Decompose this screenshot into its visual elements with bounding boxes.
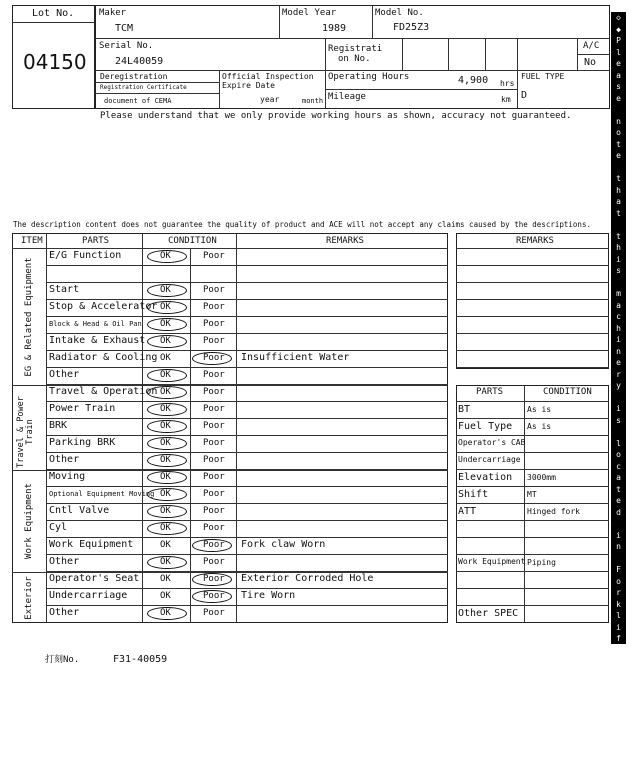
side-note-char: d [611, 507, 626, 519]
spec-row-divider [456, 486, 609, 487]
row-part-label: Cntl Valve [49, 506, 109, 516]
remark-line [456, 299, 609, 300]
row-part-label: Radiator & Cooling [49, 353, 157, 363]
spec-part: Fuel Type [458, 422, 512, 432]
row-remark: Fork claw Worn [241, 540, 325, 550]
spec-condition: MT [527, 491, 537, 499]
side-note-char: l [611, 47, 626, 59]
condition-circle-mark [147, 386, 187, 399]
side-note-char: n [611, 116, 626, 128]
side-note-char: h [611, 242, 626, 254]
side-note-char: n [611, 346, 626, 358]
spec-part: Other SPEC [458, 609, 518, 619]
side-note-char: e [611, 495, 626, 507]
spec-row-divider [456, 452, 609, 453]
ok-option[interactable]: OK [160, 371, 171, 380]
side-note-char: s [611, 81, 626, 93]
col-condition: CONDITION [168, 237, 217, 246]
condition-circle-mark [192, 573, 232, 586]
operating-hours-value: 4,900 [458, 76, 488, 86]
cema-document-label: document of CEMA [104, 98, 171, 105]
ok-option[interactable]: OK [160, 439, 171, 448]
row-part-label: Intake & Exhaust [49, 336, 145, 346]
condition-circle-mark [147, 556, 187, 569]
side-note-char: s [611, 265, 626, 277]
row-part-label: Parking BRK [49, 438, 115, 448]
side-note-char: a [611, 196, 626, 208]
remark-line [456, 367, 609, 368]
ok-option[interactable]: OK [160, 320, 171, 329]
condition-circle-mark [192, 539, 232, 552]
spec-row-divider [456, 435, 609, 436]
spec-row-divider [456, 554, 609, 555]
spec-row-divider [456, 503, 609, 504]
side-note-char: i [611, 403, 626, 415]
ok-option[interactable]: OK [160, 575, 171, 584]
side-note-char: n [611, 541, 626, 553]
side-note-char: g [611, 737, 626, 749]
row-divider [46, 520, 448, 521]
condition-circle-mark [192, 590, 232, 603]
model-no-label: Model No. [375, 9, 424, 18]
remark-line [456, 316, 609, 317]
side-note-char: P [611, 35, 626, 47]
side-note-char [611, 426, 626, 438]
spec-part: Elevation [458, 473, 512, 483]
row-part-label: Optional Equipment Moving [49, 491, 154, 498]
spec-condition-label: CONDITION [543, 388, 592, 397]
side-note-char: t [611, 484, 626, 496]
serial-no-value: 24L40059 [115, 57, 163, 67]
spec-part: ATT [458, 507, 476, 517]
condition-circle-mark [147, 284, 187, 297]
row-part-label: E/G Function [49, 251, 121, 261]
ac-label: A/C [583, 42, 599, 51]
row-part-label: BRK [49, 421, 67, 431]
km-label: km [501, 96, 511, 104]
row-part-label: Other [49, 557, 79, 567]
side-note-char: r [611, 587, 626, 599]
row-part-label: Other [49, 370, 79, 380]
stamp-value: F31-40059 [113, 655, 167, 665]
condition-circle-mark [147, 335, 187, 348]
side-note-char: c [611, 311, 626, 323]
ok-option[interactable]: OK [160, 286, 171, 295]
poor-option[interactable]: Poor [203, 354, 225, 363]
poor-option[interactable]: Poor [203, 286, 225, 295]
condition-circle-mark [147, 369, 187, 382]
side-note-char: m [611, 288, 626, 300]
spec-part: Work Equipment [458, 558, 525, 566]
side-note-char: i [611, 714, 626, 726]
ok-option[interactable]: OK [160, 558, 171, 567]
notice-text: Please understand that we only provide working hours as shown, accuracy not guaranteed. [100, 112, 571, 121]
poor-option[interactable]: Poor [203, 439, 225, 448]
side-note-char: a [611, 70, 626, 82]
side-note-char: ◇ [611, 12, 626, 24]
spec-condition: Hinged fork [527, 508, 580, 516]
spec-row-divider [456, 418, 609, 419]
spec-row-divider [456, 537, 609, 538]
condition-circle-mark [147, 301, 187, 314]
disclaimer-text: The description content does not guarantee the quality of product and ACE will not accept any claims caused by the descriptions. [13, 221, 591, 229]
registration-label-2: on No. [338, 55, 371, 64]
spec-row-divider [456, 520, 609, 521]
group-exterior: Exterior [24, 573, 34, 623]
spec-condition: 3000mm [527, 474, 556, 482]
registration-label-1: Registrati [328, 45, 382, 54]
row-divider [46, 537, 448, 538]
ok-option[interactable]: OK [160, 405, 171, 414]
side-note-char [611, 553, 626, 565]
row-divider [46, 554, 448, 555]
row-part-label: Start [49, 285, 79, 295]
side-note-char: a [611, 472, 626, 484]
side-note-char [611, 277, 626, 289]
mileage-label: Mileage [328, 93, 366, 102]
spec-part: BT [458, 405, 470, 415]
poor-option[interactable]: Poor [203, 405, 225, 414]
side-note-char [611, 392, 626, 404]
condition-circle-mark [147, 505, 187, 518]
poor-option[interactable]: Poor [203, 252, 225, 261]
side-note-char: o [611, 576, 626, 588]
side-note-char: l [611, 610, 626, 622]
side-note-char: h [611, 323, 626, 335]
condition-circle-mark [147, 471, 187, 484]
row-divider [46, 452, 448, 453]
col-item: ITEM [21, 237, 43, 246]
poor-option[interactable]: Poor [203, 609, 225, 618]
row-divider [46, 299, 448, 300]
side-note-char: t [611, 173, 626, 185]
ok-option[interactable]: OK [160, 524, 171, 533]
deregistration-label: Deregistration [100, 73, 167, 81]
remark-line [456, 265, 609, 266]
row-part-label: Undercarriage [49, 591, 127, 601]
row-divider [46, 588, 448, 589]
side-note-char: o [611, 449, 626, 461]
side-note-char: e [611, 93, 626, 105]
remark-line [456, 350, 609, 351]
side-note-char: t [611, 208, 626, 220]
ok-option[interactable]: OK [160, 252, 171, 261]
side-note-char: k [611, 702, 626, 714]
row-divider [46, 333, 448, 334]
fuel-type-value: D [521, 91, 527, 101]
side-note-char: s [611, 415, 626, 427]
ok-option[interactable]: OK [160, 337, 171, 346]
row-divider [46, 571, 448, 572]
side-note-char: e [611, 357, 626, 369]
row-divider [46, 503, 448, 504]
ok-option[interactable]: OK [160, 507, 171, 516]
side-note-char: c [611, 461, 626, 473]
operating-hours-label: Operating Hours [328, 73, 409, 82]
poor-option[interactable]: Poor [203, 524, 225, 533]
row-part-label: Operator's Seat [49, 574, 139, 584]
side-note-char: r [611, 369, 626, 381]
side-note-char: t [611, 231, 626, 243]
year-label: year [260, 96, 279, 104]
spec-row-divider [456, 401, 609, 402]
spec-parts-label: PARTS [476, 388, 503, 397]
row-part-label: Moving [49, 472, 85, 482]
poor-option[interactable]: Poor [203, 575, 225, 584]
ok-option[interactable]: OK [160, 354, 171, 363]
model-year-label: Model Year [282, 9, 336, 18]
ok-option[interactable]: OK [160, 422, 171, 431]
poor-option[interactable]: Poor [203, 490, 225, 499]
side-note-char: i [611, 254, 626, 266]
ok-option[interactable]: OK [160, 456, 171, 465]
side-note-char [611, 656, 626, 668]
row-divider [46, 367, 448, 368]
row-part-label: Stop & Accelerator [49, 302, 157, 312]
spec-row-divider [456, 588, 609, 589]
side-note-char: t [611, 139, 626, 151]
row-part-label: Power Train [49, 404, 115, 414]
row-divider [46, 282, 448, 283]
poor-option[interactable]: Poor [203, 422, 225, 431]
ac-value: No [584, 58, 596, 68]
side-note-char: i [611, 530, 626, 542]
side-note-char: n [611, 725, 626, 737]
registration-certificate-label: Registration Certificate [100, 85, 187, 91]
remark-line [456, 333, 609, 334]
row-divider [46, 605, 448, 606]
maker-label: Maker [99, 9, 126, 18]
side-note-char [611, 104, 626, 116]
poor-option[interactable]: Poor [203, 337, 225, 346]
side-note-char [611, 162, 626, 174]
row-divider [46, 401, 448, 402]
row-remark: Insufficient Water [241, 353, 349, 363]
side-note-char: F [611, 564, 626, 576]
fuel-type-label: FUEL TYPE [521, 73, 564, 81]
spec-condition: Piping [527, 559, 556, 567]
side-note-char: e [611, 150, 626, 162]
condition-circle-mark [147, 437, 187, 450]
side-note-char [611, 518, 626, 530]
row-part-label: Other [49, 608, 79, 618]
row-part-label: Travel & Operation [49, 387, 157, 397]
row-part-label: Other [49, 455, 79, 465]
group-work-equipment: Work Equipment [24, 471, 34, 571]
inspection-label-2: Expire Date [222, 82, 275, 90]
row-remark: Exterior Corroded Hole [241, 574, 373, 584]
spec-row-divider [456, 605, 609, 606]
side-note-char: y [611, 380, 626, 392]
stamp-label: 打刻No. [45, 656, 79, 665]
ok-option[interactable]: OK [160, 592, 171, 601]
condition-circle-mark [147, 420, 187, 433]
side-note-char: a [611, 679, 626, 691]
maker-value: TCM [115, 24, 133, 34]
row-part-label: Block & Head & Oil Pan [49, 321, 142, 328]
poor-option[interactable]: Poor [203, 473, 225, 482]
side-note-char: i [611, 622, 626, 634]
row-remark: Tire Worn [241, 591, 295, 601]
side-note-bar [611, 12, 626, 644]
side-note-char: t [611, 645, 626, 657]
row-divider [46, 486, 448, 487]
side-note-char: ◆ [611, 748, 626, 760]
row-divider [46, 350, 448, 351]
condition-circle-mark [147, 454, 187, 467]
col-parts: PARTS [82, 237, 109, 246]
poor-option[interactable]: Poor [203, 388, 225, 397]
lot-no-label: Lot No. [32, 9, 74, 19]
side-note-char: a [611, 300, 626, 312]
side-note-char: r [611, 691, 626, 703]
condition-circle-mark [147, 488, 187, 501]
group-travel-power-train: Travel & Power Train [17, 392, 35, 472]
model-no-value: FD25Z3 [393, 23, 429, 33]
poor-option[interactable]: Poor [203, 507, 225, 516]
spec-part: Undercarriage [458, 456, 521, 464]
side-note-char: e [611, 58, 626, 70]
group-eg-related-equipment: EG & Related Equipment [24, 257, 34, 377]
ok-option[interactable]: OK [160, 303, 171, 312]
poor-option[interactable]: Poor [203, 371, 225, 380]
row-divider [46, 265, 448, 266]
poor-option[interactable]: Poor [203, 320, 225, 329]
spec-condition: As is [527, 406, 551, 414]
serial-no-label: Serial No. [99, 42, 153, 51]
model-year-value: 1989 [322, 24, 346, 34]
side-note-char: ◆ [611, 24, 626, 36]
side-note-char: k [611, 599, 626, 611]
side-note-char: ◇ [611, 760, 626, 771]
ok-option[interactable]: OK [160, 541, 171, 550]
spec-row-divider [456, 571, 609, 572]
month-label: month [302, 98, 323, 105]
poor-option[interactable]: Poor [203, 456, 225, 465]
lot-no-value: 04150 [23, 52, 87, 72]
ok-option[interactable]: OK [160, 490, 171, 499]
row-divider [46, 469, 448, 470]
ok-option[interactable]: OK [160, 473, 171, 482]
condition-circle-mark [147, 318, 187, 331]
row-divider [46, 316, 448, 317]
row-part-label: Work Equipment [49, 540, 133, 550]
spec-condition: As is [527, 423, 551, 431]
poor-option[interactable]: Poor [203, 558, 225, 567]
condition-circle-mark [147, 403, 187, 416]
side-note-char: h [611, 185, 626, 197]
poor-option[interactable]: Poor [203, 541, 225, 550]
hrs-label: hrs [500, 80, 514, 88]
side-note-char [611, 219, 626, 231]
condition-circle-mark [147, 250, 187, 263]
condition-circle-mark [147, 607, 187, 620]
poor-option[interactable]: Poor [203, 303, 225, 312]
ok-option[interactable]: OK [160, 609, 171, 618]
spec-part: Operator's CAB [458, 439, 525, 447]
row-divider [46, 384, 448, 385]
row-divider [46, 435, 448, 436]
remark-line [456, 282, 609, 283]
side-note-char: i [611, 334, 626, 346]
inspection-label-1: Official Inspection [222, 73, 314, 81]
side-note-char: f [611, 633, 626, 645]
poor-option[interactable]: Poor [203, 592, 225, 601]
side-note-char: o [611, 127, 626, 139]
row-part-label: Cyl [49, 523, 67, 533]
col-remarks: REMARKS [326, 237, 364, 246]
row-divider [46, 418, 448, 419]
spec-part: Shift [458, 490, 488, 500]
condition-circle-mark [192, 352, 232, 365]
side-note-char: P [611, 668, 626, 680]
right-remarks-label: REMARKS [516, 237, 554, 246]
spec-row-divider [456, 469, 609, 470]
ok-option[interactable]: OK [160, 388, 171, 397]
side-note-char: l [611, 438, 626, 450]
condition-circle-mark [147, 522, 187, 535]
